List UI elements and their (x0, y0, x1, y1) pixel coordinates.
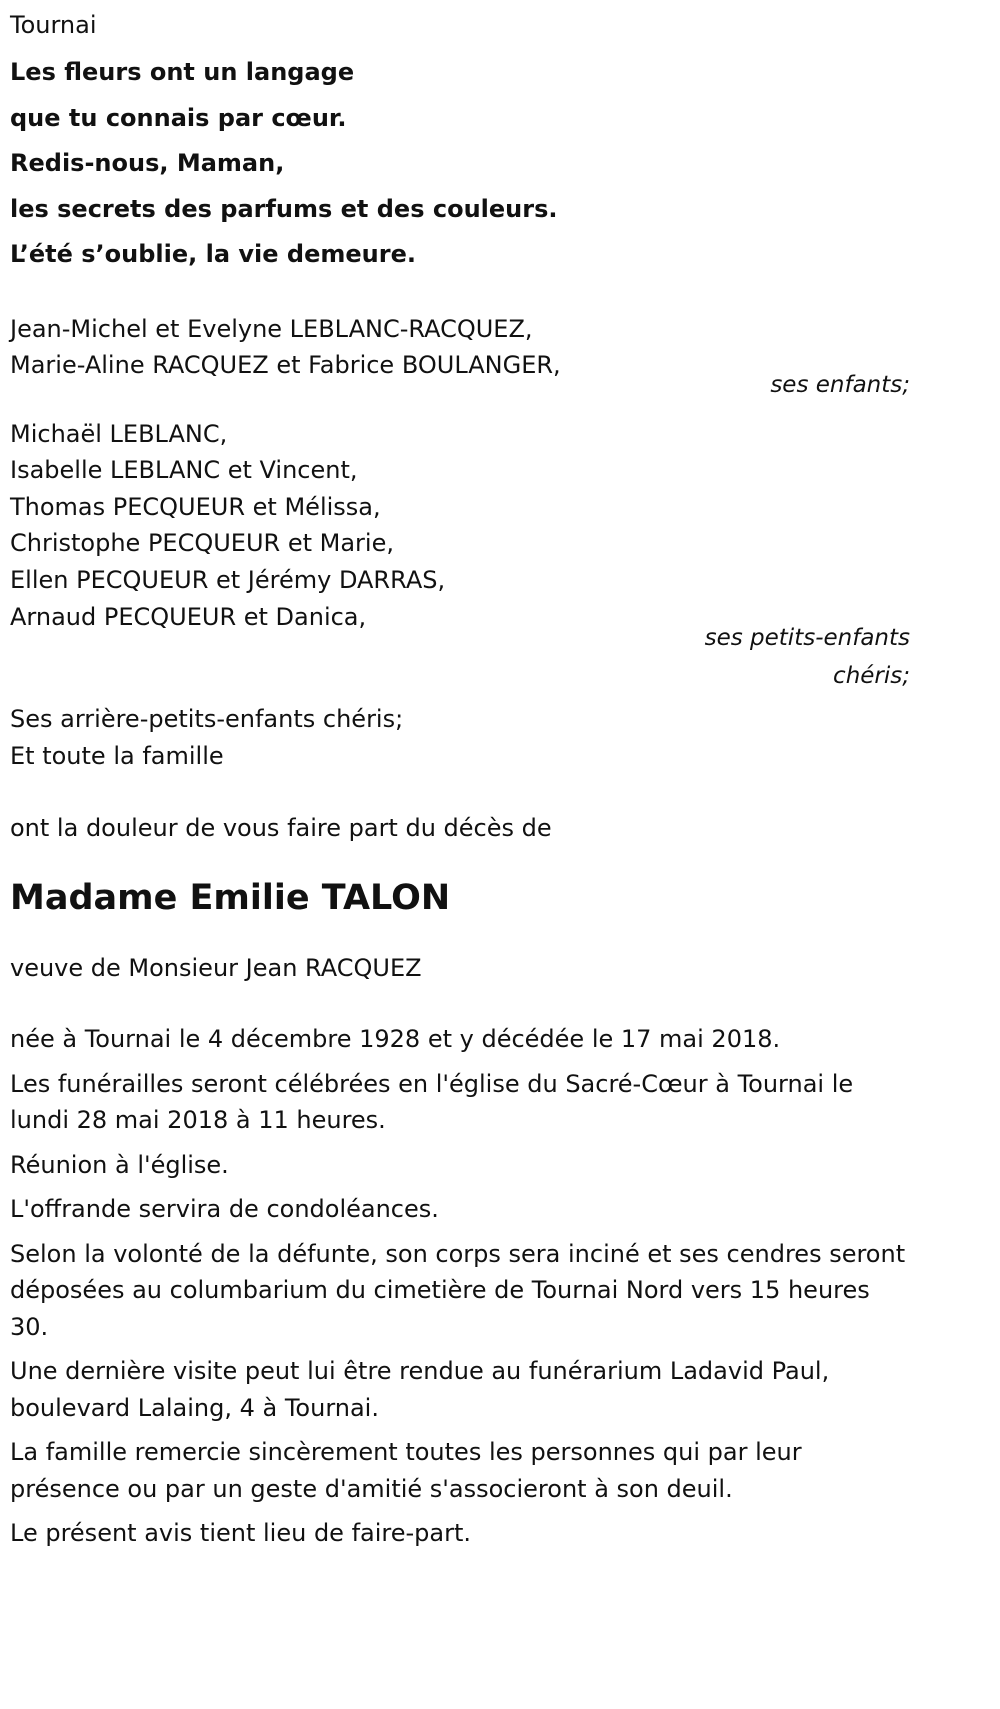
grandchild-name: Michaël LEBLANC, (10, 419, 228, 448)
poem-line: que tu connais par cœur. (10, 103, 347, 132)
poem (10, 50, 910, 278)
grandchildren-role: ses petits-enfants (704, 625, 910, 652)
detail-paragraph: Le présent avis tient lieu de faire-part. (10, 1519, 472, 1548)
funeral-details (10, 1021, 910, 1552)
poem-line: les secrets des parfums et des couleurs. (10, 194, 558, 223)
detail-paragraph: La famille remercie sincèrement toutes les personnes qui par leur présence ou par un geste d'amitié s'associeront à son deuil. (10, 1438, 802, 1503)
detail-paragraph: L'offrande servira de condoléances. (10, 1195, 439, 1224)
family-block (10, 701, 910, 774)
widow-of: veuve de Monsieur Jean RACQUEZ (10, 954, 422, 983)
grandchild-name: Christophe PECQUEUR et Marie, (10, 529, 394, 558)
grandchild-name: Isabelle LEBLANC et Vincent, (10, 456, 358, 485)
grandchild-name: Ellen PECQUEUR et Jérémy DARRAS, (10, 566, 446, 595)
detail-paragraph: Une dernière visite peut lui être rendue au funérarium Ladavid Paul, boulevard Lalaing, 4 à Tournai. (10, 1357, 830, 1422)
poem-line: Les fleurs ont un langage (10, 58, 355, 86)
grandchildren-role-cont: chéris; (833, 663, 910, 690)
family-line: Ses arrière-petits-enfants chéris; (10, 705, 404, 734)
detail-paragraph: Réunion à l'église. (10, 1150, 229, 1179)
announcement: ont la douleur de vous faire part du décès de (10, 814, 552, 843)
poem-line: Redis-nous, Maman, (10, 149, 285, 177)
poem-line: L’été s’oublie, la vie demeure. (10, 240, 416, 268)
deceased-name: Madame Emilie TALON (10, 878, 451, 919)
detail-paragraph: née à Tournai le 4 décembre 1928 et y décédée le 17 mai 2018. (10, 1025, 781, 1054)
child-name: Jean-Michel et Evelyne LEBLANC-RACQUEZ, (10, 314, 533, 343)
obituary-notice (10, 0, 910, 1560)
family-line: Et toute la famille (10, 741, 224, 770)
children-block (10, 311, 910, 404)
children-role: ses enfants; (770, 371, 910, 398)
detail-paragraph: Les funérailles seront célébrées en l'église du Sacré-Cœur à Tournai le lundi 28 mai 2018 à 11 heures. (10, 1069, 854, 1135)
grandchildren-block (10, 416, 910, 696)
detail-paragraph: Selon la volonté de la défunte, son corps sera inciné et ses cendres seront déposées au columbarium du cimetière de Tournai Nord vers 15 heures 30. (10, 1239, 906, 1341)
child-name: Marie-Aline RACQUEZ et Fabrice BOULANGER, (10, 351, 561, 380)
grandchild-name: Thomas PECQUEUR et Mélissa, (10, 492, 381, 521)
grandchild-name: Arnaud PECQUEUR et Danica, (10, 602, 367, 631)
city-name: Tournai (10, 11, 97, 39)
